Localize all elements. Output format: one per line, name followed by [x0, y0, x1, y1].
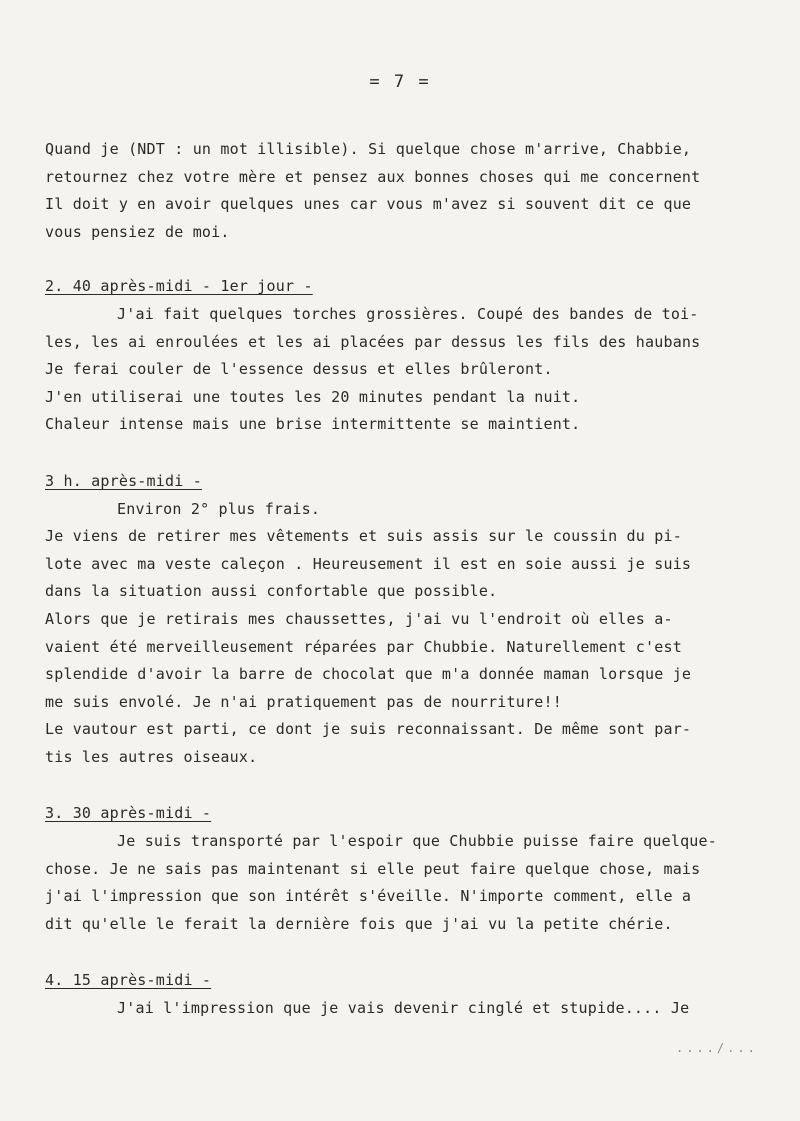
continuation-mark: ..../...	[676, 1041, 758, 1055]
log-entry-4	[45, 967, 780, 1022]
text-line: dit qu'elle le ferait la dernière fois que j'ai vu la petite chérie.	[45, 914, 673, 933]
document-body	[45, 136, 780, 1023]
entry-heading: 3. 30 après-midi -	[45, 804, 212, 823]
text-line: retournez chez votre mère et pensez aux bonnes choses qui me concernent	[45, 167, 701, 186]
text-line: j'ai l'impression que son intérêt s'éveille. N'importe comment, elle a	[45, 887, 692, 906]
text-line: Il doit y en avoir quelques unes car vous m'avez si souvent dit ce que	[45, 195, 692, 214]
entry-heading: 4. 15 après-midi -	[45, 971, 212, 990]
text-line: chose. Je ne sais pas maintenant si elle peut faire quelque chose, mais	[45, 859, 701, 878]
entry-heading: 3 h. après-midi -	[45, 471, 202, 490]
text-line: Environ 2° plus frais.	[117, 499, 321, 518]
text-line: lote avec ma veste caleçon . Heureusement il est en soie aussi je suis	[45, 554, 692, 573]
text-line: J'ai l'impression que je vais devenir cinglé et stupide.... Je	[117, 999, 690, 1018]
text-line: Je suis transporté par l'espoir que Chubbie puisse faire quelque-	[117, 832, 717, 851]
text-line: Le vautour est parti, ce dont je suis reconnaissant. De même sont par-	[45, 720, 692, 739]
log-entry-1	[45, 273, 780, 439]
text-line: me suis envolé. Je n'ai pratiquement pas de nourriture!!	[45, 692, 562, 711]
text-line: Quand je (NDT : un mot illisible). Si quelque chose m'arrive, Chabbie,	[45, 140, 692, 158]
text-line: vous pensiez de moi.	[45, 222, 230, 241]
text-line: Je viens de retirer mes vêtements et suis assis sur le coussin du pi-	[45, 527, 682, 546]
text-line: Alors que je retirais mes chaussettes, j'ai vu l'endroit où elles a-	[45, 609, 673, 628]
text-line: J'en utiliserai une toutes les 20 minutes pendant la nuit.	[45, 387, 581, 406]
text-line: tis les autres oiseaux.	[45, 747, 258, 766]
text-line: dans la situation aussi confortable que possible.	[45, 582, 498, 601]
intro-paragraph	[45, 136, 780, 246]
text-line: Je ferai couler de l'essence dessus et elles brûleront.	[45, 360, 553, 379]
text-line: J'ai fait quelques torches grossières. Coupé des bandes de toi-	[117, 304, 699, 323]
text-line: splendide d'avoir la barre de chocolat que m'a donnée maman lorsque je	[45, 665, 692, 684]
page-number: = 7 =	[369, 72, 431, 92]
text-line: Chaleur intense mais une brise intermittente se maintient.	[45, 415, 581, 434]
log-entry-3	[45, 800, 780, 938]
entry-heading: 2. 40 après-midi - 1er jour -	[45, 277, 313, 296]
text-line: les, les ai enroulées et les ai placées par dessus les fils des haubans	[45, 332, 701, 351]
text-line: vaient été merveilleusement réparées par Chubbie. Naturellement c'est	[45, 637, 682, 656]
log-entry-2	[45, 468, 780, 772]
